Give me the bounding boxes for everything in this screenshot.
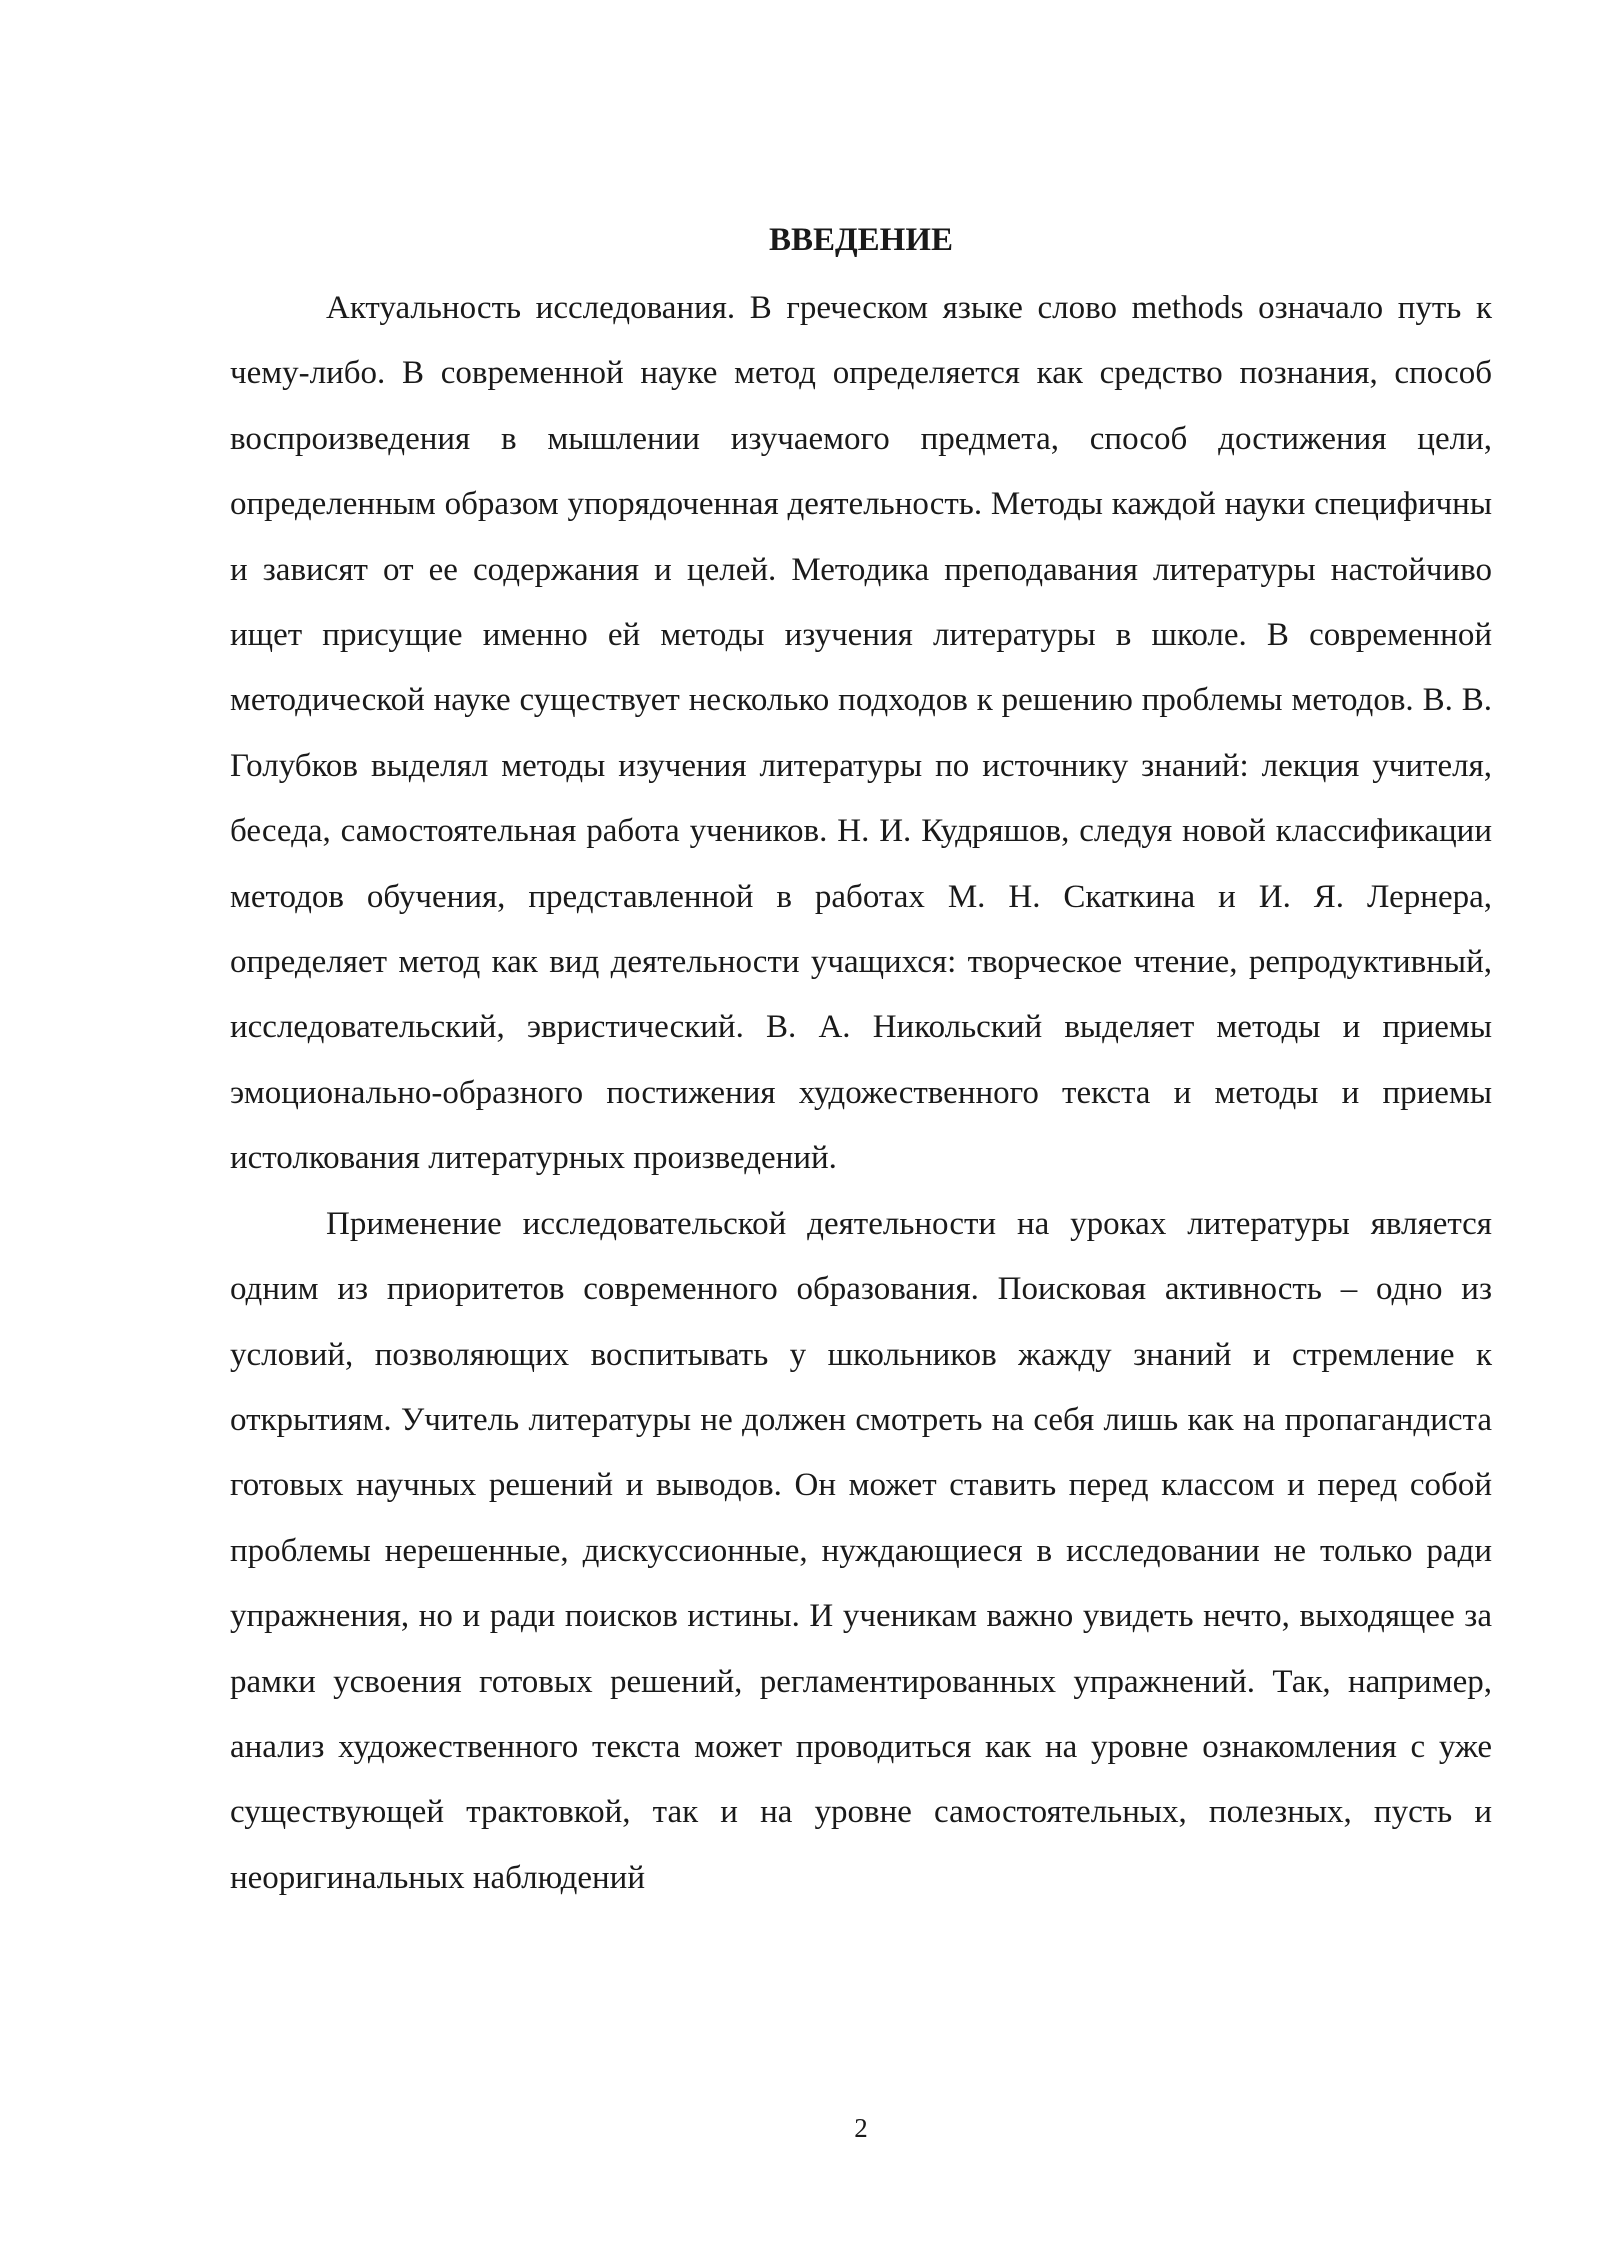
- paragraph-relevance: Актуальность исследования. В греческом языке слово methods означало путь к чему-либо. В современной науке метод определяется как средство познания, способ воспроизведения в мышлении изучаемого предмета, способ достижения цели, определенным образом упорядоченная деятельность. Методы каждой науки специфичны и зависят от ее содержания и целей. Методика преподавания литературы настойчиво ищет присущие именно ей методы изучения литературы в школе. В современной методической науке существует несколько подходов к решению проблемы методов. В. В. Голубков выделял методы изучения литературы по источнику знаний: лекция учителя, беседа, самостоятельная работа учеников. Н. И. Кудряшов, следуя новой классификации методов обучения, представленной в работах М. Н. Скаткина и И. Я. Лернера, определяет метод как вид деятельности учащихся: творческое чтение, репродуктивный, исследовательский, эвристический. В. А. Никольский выделяет методы и приемы эмоционально-образного постижения художественного текста и методы и приемы истолкования литературных произведений.: [230, 290, 1492, 1177]
- body-text: [230, 276, 1492, 1911]
- paragraph-research-activity: Применение исследовательской деятельности на уроках литературы является одним из приоритетов современного образования. Поисковая активность – одно из условий, позволяющих воспитывать у школьников жажду знаний и стремление к открытиям. Учитель литературы не должен смотреть на себя лишь как на пропагандиста готовых научных решений и выводов. Он может ставить перед классом и перед собой проблемы нерешенные, дискуссионные, нуждающиеся в исследовании не только ради упражнения, но и ради поисков истины. И ученикам важно увидеть нечто, выходящее за рамки усвоения готовых решений, регламентированных упражнений. Так, например, анализ художественного текста может проводиться как на уровне ознакомления с уже существующей трактовкой, так и на уровне самостоятельных, полезных, пусть и неоригинальных наблюдений: [230, 1205, 1492, 1896]
- page-number: 2: [854, 2113, 868, 2143]
- section-heading: ВВЕДЕНИЕ: [768, 222, 954, 258]
